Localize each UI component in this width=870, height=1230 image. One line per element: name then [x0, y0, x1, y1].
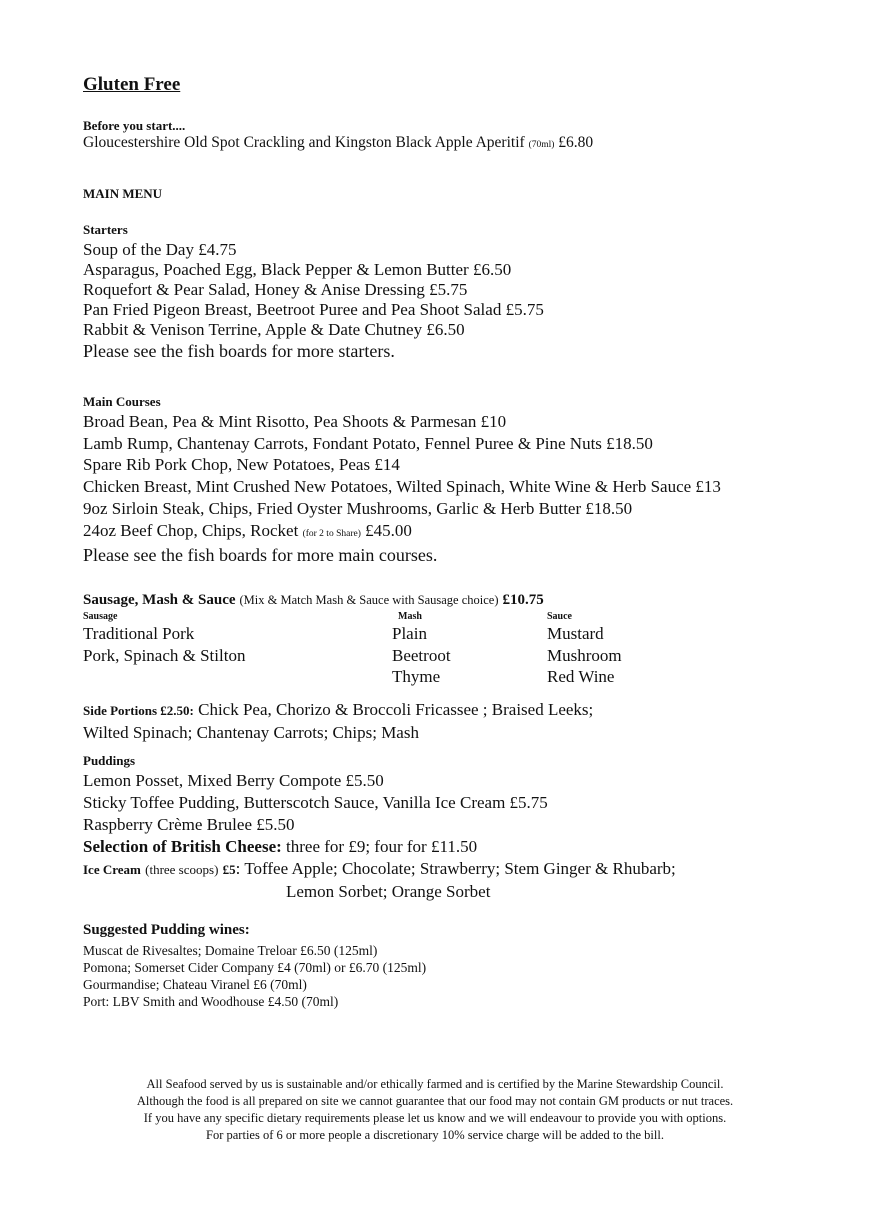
before-heading: Before you start.... — [83, 118, 186, 133]
main-menu-heading: MAIN MENU — [83, 186, 163, 201]
sausage-column — [83, 623, 245, 666]
starters-heading: Starters — [83, 222, 128, 237]
main-item: Broad Bean, Pea & Mint Risotto, Pea Shoots & Parmesan £10 — [83, 412, 507, 431]
main-item: Lamb Rump, Chantenay Carrots, Fondant Potato, Fennel Puree & Pine Nuts £18.50 — [83, 433, 653, 453]
mash-option: Plain — [392, 624, 427, 643]
sausage-option: Traditional Pork — [83, 624, 195, 643]
mains-heading: Main Courses — [83, 394, 161, 409]
aperitif-volume: (70ml) — [528, 140, 555, 150]
sausage-option: Pork, Spinach & Stilton — [83, 645, 246, 665]
starters-note: Please see the fish boards for more starters. — [83, 341, 395, 361]
mash-option: Beetroot — [392, 645, 451, 665]
sides-line2: Wilted Spinach; Chantenay Carrots; Chips; Mash — [83, 723, 419, 742]
sausage-price: £10.75 — [502, 592, 544, 608]
sauce-option: Mustard — [547, 624, 604, 643]
aperitif-line — [83, 134, 593, 152]
main-item: Chicken Breast, Mint Crushed New Potatoes, Wilted Spinach, White Wine & Herb Sauce £13 — [83, 477, 721, 497]
ice-cream-line — [83, 858, 676, 881]
pudding-item: Lemon Posset, Mixed Berry Compote £5.50 — [83, 771, 384, 790]
aperitif-price: £6.80 — [558, 134, 594, 151]
wines-heading: Suggested Pudding wines: — [83, 922, 250, 938]
sides-label: Side Portions £2.50: — [83, 703, 194, 718]
cheese-label: Selection of British Cheese: — [83, 837, 282, 856]
sausage-heading-line — [83, 591, 544, 609]
main-item: Spare Rib Pork Chop, New Potatoes, Peas £14 — [83, 455, 400, 475]
cheese-line — [83, 836, 676, 858]
footer-line: All Seafood served by us is sustainable and/or ethically farmed and is certified by the Marine Stewardship Council. — [146, 1077, 724, 1091]
ice-cream-flavours: : Toffee Apple; Chocolate; Strawberry; Stem Ginger & Rhubarb; — [235, 859, 676, 878]
col-sauce-label: Sauce — [547, 611, 572, 622]
mains-note: Please see the fish boards for more main courses. — [83, 545, 438, 566]
ice-cream-line2: Lemon Sorbet; Orange Sorbet — [286, 882, 491, 901]
footer-line: If you have any specific dietary requirements please let us know and we will endeavour to provide you with options. — [143, 1111, 727, 1125]
starter-item: Soup of the Day £4.75 — [83, 240, 237, 259]
sausage-sub: (Mix & Match Mash & Sauce with Sausage choice) — [239, 593, 499, 607]
pudding-item: Raspberry Crème Brulee £5.50 — [83, 815, 295, 834]
starter-item: Asparagus, Poached Egg, Black Pepper & Lemon Butter £6.50 — [83, 260, 512, 279]
beef-chop-text: 24oz Beef Chop, Chips, Rocket — [83, 520, 299, 540]
mains-list — [83, 411, 721, 567]
sides-block — [83, 699, 593, 744]
starter-item: Pan Fried Pigeon Breast, Beetroot Puree and Pea Shoot Salad £5.75 — [83, 300, 544, 319]
wine-item: Pomona; Somerset Cider Company £4 (70ml) or £6.70 (125ml) — [83, 960, 427, 975]
wine-item: Gourmandise; Chateau Viranel £6 (70ml) — [83, 977, 307, 992]
ice-cream-label: Ice Cream — [83, 862, 141, 877]
wine-item: Muscat de Rivesaltes; Domaine Treloar £6.50 (125ml) — [83, 943, 378, 958]
footer-line: For parties of 6 or more people a discretionary 10% service charge will be added to the bill. — [206, 1128, 664, 1142]
starter-item: Rabbit & Venison Terrine, Apple & Date Chutney £6.50 — [83, 320, 465, 339]
beef-chop-price: £45.00 — [365, 520, 412, 540]
starters-list — [83, 240, 544, 362]
col-mash-label: Mash — [398, 611, 422, 622]
main-item-beef-chop — [83, 520, 721, 546]
puddings-heading: Puddings — [83, 753, 136, 768]
puddings-list — [83, 770, 676, 903]
beef-chop-share: (for 2 to Share) — [302, 528, 361, 539]
sauce-option: Red Wine — [547, 667, 615, 687]
footer-notes — [0, 1076, 870, 1144]
starter-item: Roquefort & Pear Salad, Honey & Anise Dressing £5.75 — [83, 280, 468, 299]
mash-option: Thyme — [392, 667, 441, 687]
cheese-text: three for £9; four for £11.50 — [286, 837, 478, 856]
main-item: 9oz Sirloin Steak, Chips, Fried Oyster Mushrooms, Garlic & Herb Butter £18.50 — [83, 498, 633, 518]
footer-line: Although the food is all prepared on site we cannot guarantee that our food may not contain GM products or nut traces. — [136, 1094, 734, 1108]
aperitif-item: Gloucestershire Old Spot Crackling and Kingston Black Apple Aperitif — [83, 134, 525, 151]
ice-cream-scoops: (three scoops) — [145, 862, 219, 877]
pudding-item: Sticky Toffee Pudding, Butterscotch Sauce, Vanilla Ice Cream £5.75 — [83, 793, 548, 812]
wines-list — [83, 942, 426, 1010]
col-sausage-label: Sausage — [83, 611, 118, 622]
sides-line1: Chick Pea, Chorizo & Broccoli Fricassee ; Braised Leeks; — [198, 700, 594, 719]
sauce-option: Mushroom — [547, 645, 622, 665]
wine-item: Port: LBV Smith and Woodhouse £4.50 (70ml) — [83, 994, 339, 1009]
mash-column — [392, 623, 451, 688]
sausage-heading: Sausage, Mash & Sauce — [83, 592, 236, 608]
ice-cream-price: £5 — [222, 862, 236, 877]
sauce-column — [547, 623, 622, 688]
page-title: Gluten Free — [83, 74, 181, 95]
